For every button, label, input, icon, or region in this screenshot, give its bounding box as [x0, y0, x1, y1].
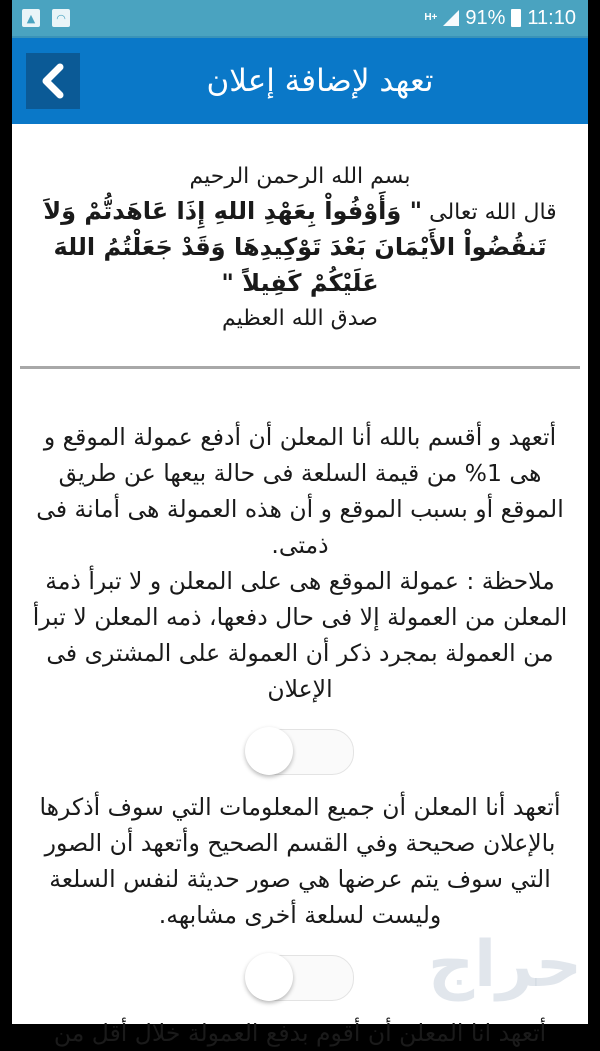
toggle-knob [245, 727, 293, 775]
verse-intro: قال الله تعالى [429, 200, 557, 225]
pledge-note: ملاحظة : عمولة الموقع هى على المعلن و لا تبرأ ذمة المعلن من العمولة إلا فى حال دفعها، ذمه المعلن لا تبرأ من العمولة بمجرد ذكر أن العمولة على المشترى فى الإعلان [32, 567, 568, 703]
pledge-commission [12, 369, 588, 707]
verse-text: " وَأَوْفُواْ بِعَهْدِ اللهِ إِذَا عَاهَدتُّمْ وَلاَ تَنقُضُواْ الأَيْمَانَ بَعْدَ تَوْكِيدِهَا وَقَدْ جَعَلْتُمُ اللهَ عَلَيْكُمْ كَفِيلاً " [43, 197, 547, 297]
battery-icon [511, 9, 521, 27]
content [12, 124, 588, 1051]
watermark-logo: حراج [428, 928, 582, 1002]
pledge-commission-toggle[interactable] [246, 729, 354, 775]
pledge-text: أتعهد انا المعلن أن أقوم بدفع العمولة خلال أقل من [53, 1019, 547, 1047]
wifi-icon: ◠ [52, 9, 70, 27]
battery-percent: 91% [465, 6, 506, 29]
screen [12, 0, 588, 1047]
verse-block [30, 194, 570, 302]
basmala: بسم الله الرحمن الرحيم [189, 164, 411, 189]
closing: صدق الله العظيم [222, 306, 378, 331]
app-bar [12, 38, 588, 124]
gallery-icon: ▲ [22, 9, 40, 27]
pledge-payment [12, 1015, 588, 1051]
toggle-knob [245, 953, 293, 1001]
quran-quote [12, 124, 588, 336]
back-button[interactable] [26, 53, 80, 109]
pledge-accuracy [12, 789, 588, 933]
page-title: تعهد لإضافة إعلان [206, 63, 434, 99]
pledge-accuracy-toggle[interactable] [246, 955, 354, 1001]
pledge-text: أتعهد أنا المعلن أن جميع المعلومات التي سوف أذكرها بالإعلان صحيحة وفي القسم الصحيح وأتعهد أن الصور التي سوف يتم عرضها هي صور حديثة لنفس السلعة وليست لسلعة أخرى مشابهه. [39, 793, 561, 929]
signal-icon [443, 10, 459, 26]
network-type: H+ [424, 12, 438, 23]
status-bar [12, 0, 588, 38]
pledge-text: أتعهد و أقسم بالله أنا المعلن أن أدفع عمولة الموقع و هى 1% من قيمة السلعة فى حالة بيعها عن طريق الموقع أو بسبب الموقع و أن هذه العمولة هى أمانة فى ذمتى. [36, 423, 564, 559]
chevron-left-icon [38, 61, 68, 101]
clock: 11:10 [527, 6, 576, 29]
